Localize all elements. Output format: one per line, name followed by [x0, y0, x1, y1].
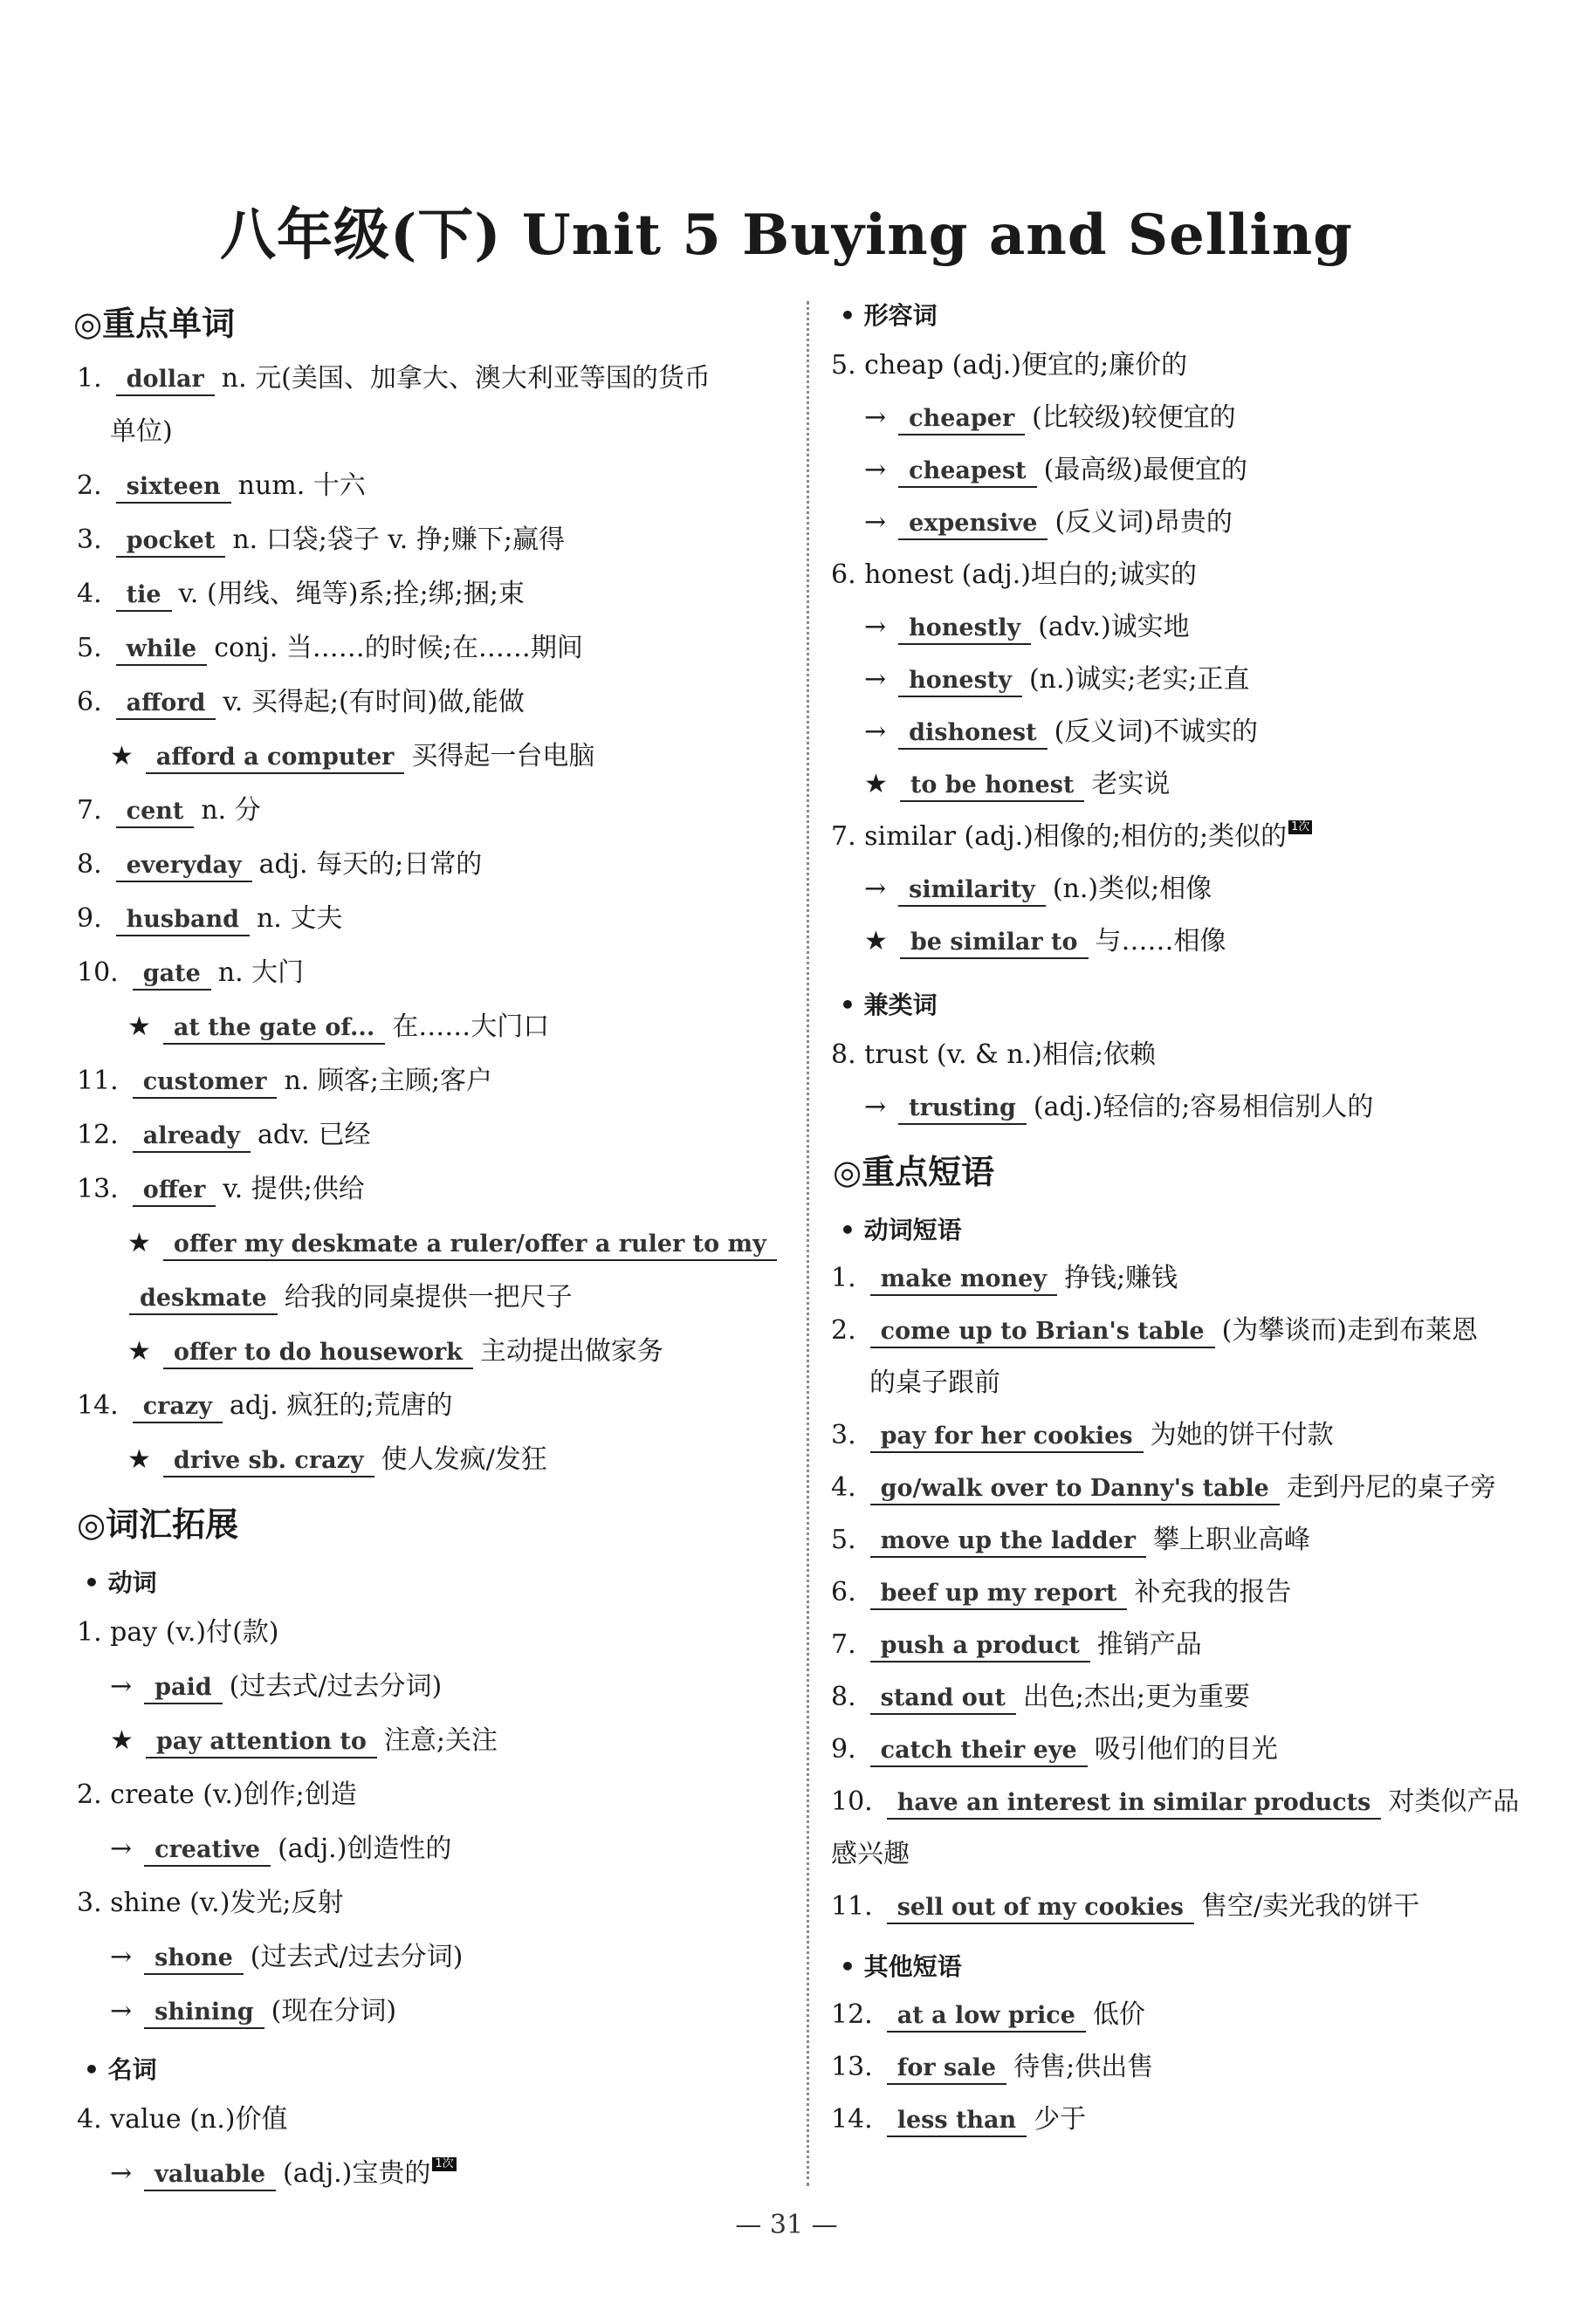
arrow-icon: →: [110, 1834, 133, 1864]
star-icon: ★: [864, 926, 888, 956]
vocab-item-5: 5. cheap (adj.)便宜的;廉价的: [831, 350, 1188, 380]
vocab-item-5-form-1: → cheaper (比较级)较便宜的: [864, 401, 1236, 435]
arrow-icon: →: [864, 716, 887, 747]
word-item-9: 9. husband n. 丈夫: [77, 902, 342, 936]
phrase-item-12: 12. at a low price 低价: [831, 1998, 1145, 2033]
answer-blank: stand out: [870, 1683, 1016, 1715]
arrow-icon: →: [110, 1996, 133, 2026]
word-item-13: 13. offer v. 提供;供给: [77, 1173, 365, 1207]
word-item-8: 8. everyday adj. 每天的;日常的: [77, 848, 482, 882]
word-item-3: 3. pocket n. 口袋;袋子 v. 挣;赚下;赢得: [77, 524, 565, 558]
arrow-icon: →: [864, 612, 887, 642]
answer-blank: offer my deskmate a ruler/offer a ruler to my: [163, 1230, 777, 1261]
answer-blank: pocket: [116, 526, 226, 558]
answer-blank: expensive: [898, 509, 1048, 540]
word-item-4: 4. tie v. (用线、绳等)系;拴;绑;捆;束: [77, 578, 525, 612]
frequency-badge: 1次: [432, 2157, 456, 2171]
subsection-adjectives: • 形容词: [840, 301, 938, 330]
word-item-13-phrase-cont: deskmate 给我的同桌提供一把尺子: [122, 1281, 573, 1315]
vocab-item-8: 8. trust (v. & n.)相信;依赖: [831, 1039, 1156, 1070]
answer-blank: move up the ladder: [870, 1526, 1146, 1558]
answer-blank: cent: [116, 797, 195, 828]
phrase-item-6: 6. beef up my report 补充我的报告: [831, 1576, 1291, 1610]
phrase-item-3: 3. pay for her cookies 为她的饼干付款: [831, 1419, 1334, 1453]
phrase-item-14: 14. less than 少于: [831, 2103, 1086, 2137]
answer-blank: shining: [144, 1998, 264, 2029]
answer-blank: make money: [870, 1265, 1057, 1296]
word-item-1: 1. dollar n. 元(美国、加拿大、澳大利亚等国的货币: [77, 362, 711, 396]
answer-blank: honestly: [898, 614, 1031, 645]
vocab-item-6-phrase: ★ to be honest 老实说: [864, 768, 1170, 802]
arrow-icon: →: [864, 402, 887, 433]
page-title: 八年级(下) Unit 5 Buying and Selling: [219, 202, 1354, 268]
vocab-item-2: 2. create (v.)创作;创造: [77, 1779, 357, 1810]
vocab-item-3: 3. shine (v.)发光;反射: [77, 1888, 344, 1918]
answer-blank: pay attention to: [146, 1727, 377, 1758]
phrase-item-10: 10. have an interest in similar products 对类似产品: [831, 1786, 1519, 1820]
star-icon: ★: [864, 769, 888, 799]
word-item-6: 6. afford v. 买得起;(有时间)做,能做: [77, 686, 525, 720]
answer-blank: dishonest: [898, 718, 1047, 750]
vocab-item-2-form: → creative (adj.)创造性的: [110, 1833, 451, 1867]
answer-blank: cheaper: [898, 404, 1025, 435]
word-item-10: 10. gate n. 大门: [77, 956, 304, 991]
phrase-item-4: 4. go/walk over to Danny's table 走到丹尼的桌子旁: [831, 1471, 1496, 1505]
word-item-11: 11. customer n. 顾客;主顾;客户: [77, 1065, 492, 1099]
word-item-12: 12. already adv. 已经: [77, 1119, 371, 1153]
vocab-item-6-form-2: → honesty (n.)诚实;老实;正直: [864, 663, 1249, 697]
phrase-item-2: 2. come up to Brian's table (为攀谈而)走到布莱恩: [831, 1314, 1478, 1348]
answer-blank: for sale: [887, 2053, 1006, 2085]
word-item-14-phrase: ★ drive sb. crazy 使人发疯/发狂: [127, 1443, 547, 1477]
answer-blank: sixteen: [116, 472, 231, 504]
answer-blank: dollar: [116, 365, 215, 396]
answer-blank: afford a computer: [146, 743, 404, 774]
subsection-verbs: • 动词: [84, 1568, 157, 1597]
vocab-item-8-form: → trusting (adj.)轻信的;容易相信别人的: [864, 1091, 1373, 1125]
answer-blank: sell out of my cookies: [887, 1893, 1194, 1924]
word-item-14: 14. crazy adj. 疯狂的;荒唐的: [77, 1389, 452, 1423]
phrase-item-8: 8. stand out 出色;杰出;更为重要: [831, 1681, 1250, 1715]
section-key-phrases: ◎重点短语: [833, 1153, 995, 1191]
phrase-item-13: 13. for sale 待售;供出售: [831, 2051, 1153, 2085]
answer-blank: creative: [144, 1835, 271, 1867]
answer-blank: cheapest: [898, 456, 1036, 488]
answer-blank: valuable: [144, 2160, 276, 2191]
star-icon: ★: [127, 1444, 151, 1475]
page-number: — 31 —: [735, 2210, 838, 2240]
vocab-item-5-form-2: → cheapest (最高级)最便宜的: [864, 454, 1247, 488]
vocab-item-3-form-1: → shone (过去式/过去分词): [110, 1941, 463, 1975]
answer-blank: to be honest: [900, 771, 1084, 802]
section-vocab-expansion: ◎词汇拓展: [77, 1505, 239, 1544]
answer-blank: be similar to: [900, 928, 1089, 959]
star-icon: ★: [110, 1725, 134, 1756]
answer-blank: husband: [116, 905, 250, 936]
answer-blank: paid: [144, 1673, 223, 1704]
vocab-item-7-phrase: ★ be similar to 与……相像: [864, 925, 1226, 959]
star-icon: ★: [127, 1228, 151, 1258]
vocab-item-1-phrase: ★ pay attention to 注意;关注: [110, 1724, 498, 1758]
vocab-item-7-form: → similarity (n.)类似;相像: [864, 873, 1212, 907]
vocab-item-6: 6. honest (adj.)坦白的;诚实的: [831, 559, 1198, 590]
vocab-item-5-form-3: → expensive (反义词)昂贵的: [864, 506, 1233, 540]
answer-blank: at the gate of...: [163, 1013, 385, 1045]
answer-blank: already: [133, 1121, 251, 1153]
answer-blank: pay for her cookies: [870, 1422, 1144, 1453]
answer-blank: tie: [116, 580, 172, 612]
vocab-item-1-form: → paid (过去式/过去分词): [110, 1670, 442, 1704]
phrase-item-1: 1. make money 挣钱;赚钱: [831, 1262, 1178, 1296]
arrow-icon: →: [864, 507, 887, 538]
arrow-icon: →: [864, 455, 887, 485]
frequency-badge: 1次: [1288, 820, 1312, 834]
word-item-13-phrase-2: ★ offer to do housework 主动提出做家务: [127, 1335, 663, 1369]
column-divider: [807, 301, 809, 2186]
word-item-5: 5. while conj. 当……的时候;在……期间: [77, 632, 583, 666]
answer-blank: offer: [133, 1176, 216, 1207]
phrase-item-7: 7. push a product 推销产品: [831, 1628, 1202, 1662]
arrow-icon: →: [864, 1092, 887, 1122]
answer-blank: similarity: [898, 875, 1046, 907]
section-key-words: ◎重点单词: [73, 305, 236, 343]
answer-blank: gate: [133, 959, 211, 991]
arrow-icon: →: [110, 1671, 133, 1702]
arrow-icon: →: [110, 2158, 133, 2189]
star-icon: ★: [110, 741, 134, 771]
star-icon: ★: [127, 1336, 151, 1367]
answer-blank: deskmate: [129, 1284, 278, 1315]
arrow-icon: →: [110, 1942, 133, 1972]
arrow-icon: →: [864, 874, 887, 904]
answer-blank: at a low price: [887, 2001, 1086, 2033]
answer-blank: less than: [887, 2106, 1027, 2137]
arrow-icon: →: [864, 664, 887, 695]
subsection-verb-phrases: • 动词短语: [840, 1216, 962, 1244]
subsection-nouns: • 名词: [84, 2055, 157, 2084]
star-icon: ★: [127, 1011, 151, 1042]
answer-blank: push a product: [870, 1631, 1090, 1662]
vocab-item-6-form-3: → dishonest (反义词)不诚实的: [864, 716, 1258, 750]
subsection-multi-class: • 兼类词: [840, 991, 938, 1019]
phrase-item-2-cont: 的桌子跟前: [869, 1368, 1000, 1398]
answer-blank: crazy: [133, 1392, 223, 1423]
answer-blank: have an interest in similar products: [887, 1788, 1382, 1820]
word-item-7: 7. cent n. 分: [77, 794, 261, 828]
vocab-item-7: 7. similar (adj.)相像的;相仿的;类似的 1次: [831, 820, 1312, 854]
word-item-2: 2. sixteen num. 十六: [77, 470, 366, 504]
answer-blank: catch their eye: [870, 1736, 1088, 1767]
answer-blank: customer: [133, 1067, 278, 1099]
answer-blank: honesty: [898, 666, 1022, 697]
answer-blank: go/walk over to Danny's table: [870, 1474, 1280, 1505]
vocab-item-4: 4. value (n.)价值: [77, 2104, 288, 2135]
word-item-1-cont: 单位): [110, 416, 173, 447]
answer-blank: everyday: [116, 851, 252, 882]
vocab-item-3-form-2: → shining (现在分词): [110, 1995, 396, 2029]
phrase-item-11: 11. sell out of my cookies 售空/卖光我的饼干: [831, 1890, 1419, 1924]
vocab-item-1: 1. pay (v.)付(款): [77, 1617, 279, 1648]
answer-blank: beef up my report: [870, 1579, 1128, 1610]
answer-blank: trusting: [898, 1093, 1027, 1125]
answer-blank: afford: [116, 689, 216, 720]
subsection-other-phrases: • 其他短语: [840, 1952, 962, 1981]
word-item-6-phrase: ★ afford a computer 买得起一台电脑: [110, 740, 594, 774]
answer-blank: come up to Brian's table: [870, 1317, 1215, 1348]
phrase-item-9: 9. catch their eye 吸引他们的目光: [831, 1733, 1278, 1767]
answer-blank: shone: [144, 1944, 244, 1975]
phrase-item-5: 5. move up the ladder 攀上职业高峰: [831, 1524, 1310, 1558]
vocab-item-4-form: → valuable (adj.)宝贵的 1次: [110, 2157, 457, 2191]
answer-blank: while: [116, 634, 208, 666]
word-item-10-phrase: ★ at the gate of... 在……大门口: [127, 1011, 549, 1045]
answer-blank: offer to do housework: [163, 1338, 473, 1369]
phrase-item-10-cont: 感兴趣: [831, 1839, 910, 1869]
answer-blank: drive sb. crazy: [163, 1446, 374, 1477]
word-item-13-phrase: [127, 1227, 784, 1261]
vocab-item-6-form-1: → honestly (adv.)诚实地: [864, 611, 1190, 645]
